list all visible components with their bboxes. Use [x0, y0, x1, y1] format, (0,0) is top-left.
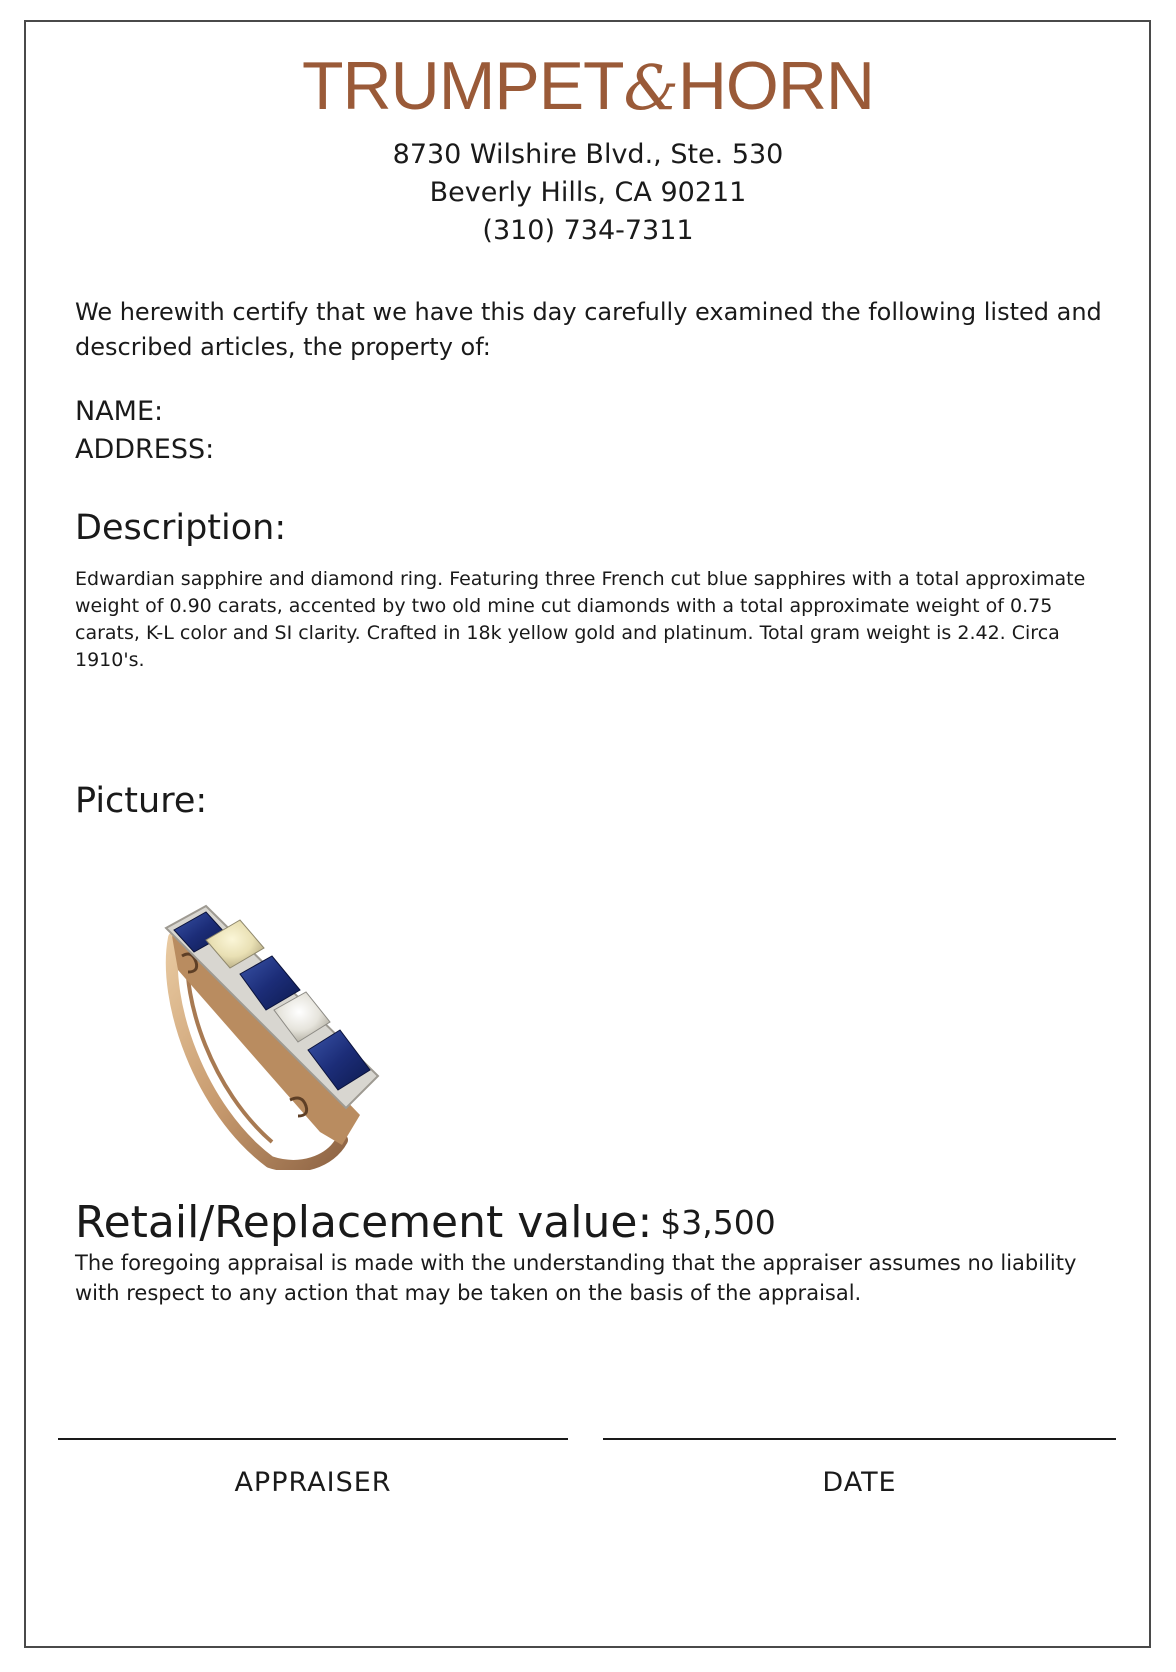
certificate-border: [24, 20, 1151, 1648]
retail-value-label: Retail/Replacement value:: [75, 1197, 653, 1248]
ring-photo: [160, 900, 420, 1170]
brand-logo-ampersand: &: [623, 51, 678, 124]
description-heading: Description:: [75, 508, 287, 548]
brand-logo-horn: HORN: [677, 48, 875, 124]
address-street: 8730 Wilshire Blvd., Ste. 530: [392, 139, 784, 170]
certification-statement: We herewith certify that we have this day carefully examined the following listed and described articles, the property of:: [75, 298, 1102, 361]
appraiser-signature-line: [58, 1438, 568, 1440]
date-label: DATE: [822, 1467, 897, 1498]
appraisal-disclaimer: The foregoing appraisal is made with the understanding that the appraiser assumes no liability with respect to any action that may be taken on the basis of the appraisal.: [75, 1251, 1077, 1305]
address-city: Beverly Hills, CA 90211: [429, 177, 747, 208]
description-text: Edwardian sapphire and diamond ring. Featuring three French cut blue sapphires with a total approximate weight of 0.90 carats, accented by two old mine cut diamonds with a total approximate weight of 0.75 carats, K-L color and SI clarity. Crafted in 18k yellow gold and platinum. Total gram weight is 2.42. Circa 1910's.: [75, 568, 1086, 671]
address-label: ADDRESS:: [75, 434, 215, 465]
retail-value-amount: $3,500: [660, 1203, 776, 1242]
address-phone: (310) 734-7311: [482, 215, 694, 246]
brand-logo: [0, 50, 1176, 124]
appraiser-label: APPRAISER: [234, 1467, 392, 1498]
business-address: [0, 136, 1176, 250]
name-label: NAME:: [75, 396, 164, 427]
retail-value-line: [75, 1196, 776, 1250]
date-signature-line: [603, 1438, 1116, 1440]
picture-heading: Picture:: [75, 781, 208, 821]
brand-logo-trumpet: TRUMPET: [301, 48, 624, 124]
